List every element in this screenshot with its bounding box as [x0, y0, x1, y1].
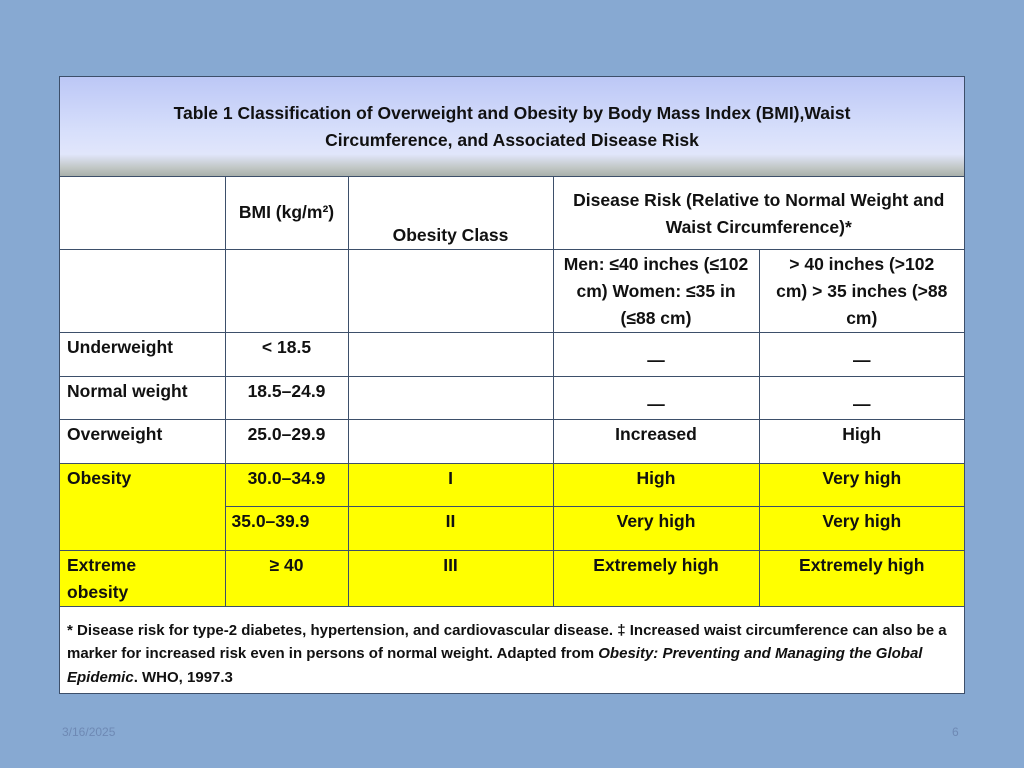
- row-risk-low: Increased: [553, 419, 759, 463]
- row-bmi: < 18.5: [225, 332, 348, 376]
- header-disease-risk-text: Disease Risk (Relative to Normal Weight and Waist Circumference)*: [573, 190, 945, 237]
- row-risk-low: Extremely high: [553, 550, 759, 606]
- table-row: [60, 376, 964, 419]
- row-class: [348, 419, 553, 463]
- row-category: Overweight: [60, 419, 225, 463]
- row-bmi: 30.0–34.9: [225, 463, 348, 506]
- row-class: I: [348, 463, 553, 506]
- footnote-main: * Disease risk for type-2 diabetes, hypertension, and cardiovascular disease. ‡ Increased waist circumference can also be a marker for increased risk even in persons of normal weight. Adapted from: [67, 621, 947, 662]
- caption-text: Table 1 Classification of Overweight and Obesity by Body Mass Index (BMI),Waist Circumference, and Associated Disease Risk: [173, 102, 851, 150]
- row-risk-high: High: [759, 419, 964, 463]
- subheader-empty-cell: [60, 249, 225, 332]
- row-class: III: [348, 550, 553, 606]
- row-risk-high: Very high: [759, 506, 964, 550]
- table-row: [60, 332, 964, 376]
- table-caption: [60, 77, 964, 177]
- slide-date: 3/16/2025: [62, 725, 116, 739]
- footnote-text: [67, 619, 957, 690]
- row-bmi: 18.5–24.9: [225, 376, 348, 419]
- table-row: [60, 550, 964, 606]
- row-bmi: ≥ 40: [225, 550, 348, 606]
- row-risk-high: —: [759, 376, 964, 419]
- header-empty-cell: [60, 177, 225, 249]
- row-risk-low: Very high: [553, 506, 759, 550]
- row-category: Normal weight: [60, 376, 225, 419]
- row-risk-high: Very high: [759, 463, 964, 506]
- header-row: [60, 177, 964, 249]
- slide-page-number: 6: [952, 725, 959, 739]
- row-bmi: 25.0–29.9: [225, 419, 348, 463]
- subheader-men-women-high-text: > 40 inches (>102 cm) > 35 inches (>88 cm): [776, 253, 948, 328]
- row-risk-low: —: [553, 332, 759, 376]
- row-risk-low: High: [553, 463, 759, 506]
- header-bmi: BMI (kg/m²): [225, 177, 348, 249]
- table-row: [60, 419, 964, 463]
- header-obesity-class: Obesity Class: [348, 177, 553, 249]
- row-category-text: Extreme obesity: [67, 554, 137, 602]
- row-category: Obesity: [60, 463, 225, 550]
- subheader-men-women-high: [759, 249, 964, 332]
- row-class: II: [348, 506, 553, 550]
- subheader-men-women-low: [553, 249, 759, 332]
- row-risk-low: —: [553, 376, 759, 419]
- footnote-row: [60, 606, 964, 699]
- subheader-row: [60, 249, 964, 332]
- header-disease-risk: [553, 177, 964, 249]
- row-risk-high: —: [759, 332, 964, 376]
- footnote: [60, 606, 964, 699]
- table-frame: [59, 76, 965, 694]
- row-risk-high: Extremely high: [759, 550, 964, 606]
- footnote-end: . WHO, 1997.3: [133, 668, 233, 686]
- subheader-empty-cell: [348, 249, 553, 332]
- table-row: [60, 463, 964, 506]
- subheader-empty-cell: [225, 249, 348, 332]
- row-category: Underweight: [60, 332, 225, 376]
- row-class: [348, 332, 553, 376]
- row-category: [60, 550, 225, 606]
- row-class: [348, 376, 553, 419]
- row-bmi: 35.0–39.9: [225, 506, 348, 550]
- subheader-men-women-low-text: Men: ≤40 inches (≤102 cm) Women: ≤35 in (≤88 cm): [563, 253, 749, 328]
- bmi-classification-table: [60, 177, 964, 699]
- footnote-source-title: Obesity: Preventing and Managing the Global Epidemic: [67, 645, 923, 686]
